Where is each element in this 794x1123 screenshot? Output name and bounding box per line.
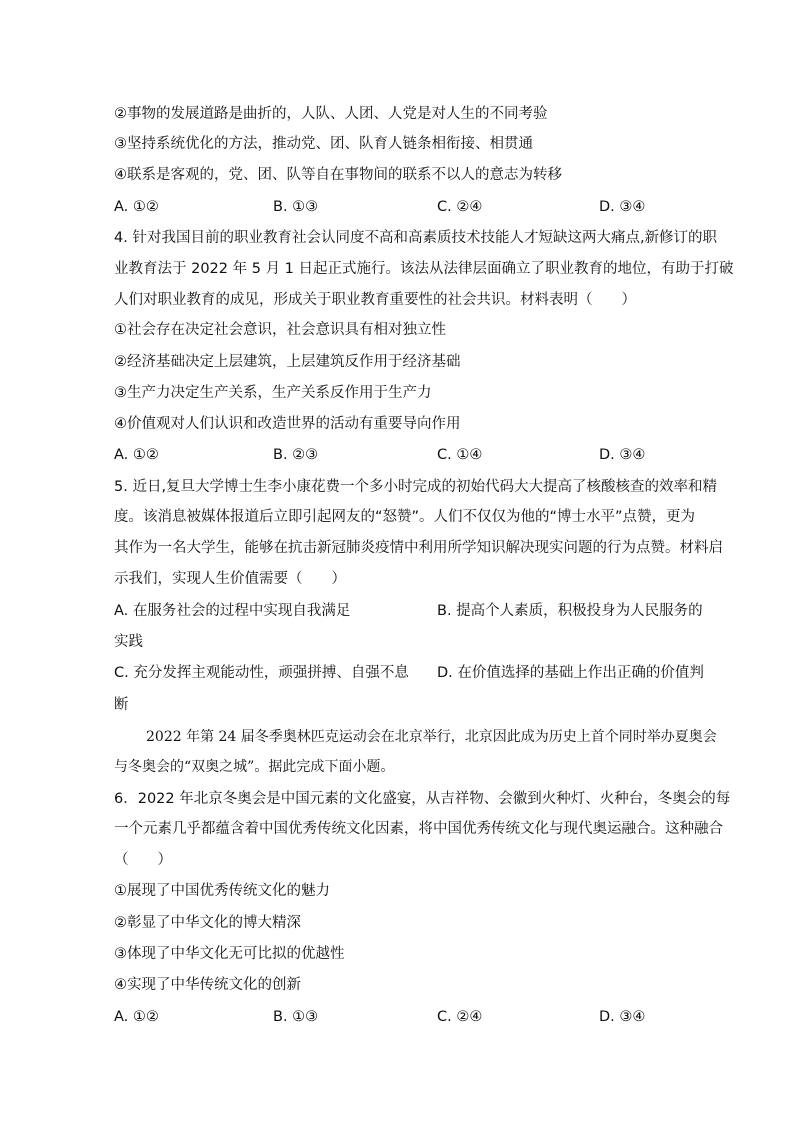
- q4-option-d: D. ③④: [599, 447, 646, 463]
- q6-option-c: C. ②④: [437, 1009, 483, 1025]
- q4-statement-4: ④价值观对人们认识和改造世界的活动有重要导向作用: [114, 416, 461, 432]
- q4-stem-line-3: 人们对职业教育的成见，形成关于职业教育重要性的社会共识。材料表明（ ）: [114, 292, 636, 308]
- q6-statement-2: ②彰显了中华文化的博大精深: [114, 915, 301, 931]
- q4-option-a: A. ①②: [114, 447, 159, 463]
- q4-statement-2: ②经济基础决定上层建筑，上层建筑反作用于经济基础: [114, 354, 461, 370]
- q3-option-a: A. ①②: [114, 199, 159, 215]
- q5-option-a: A. 在服务社会的过程中实现自我满足: [114, 603, 351, 619]
- q4-stem-line-1: 4. 针对我国目前的职业教育社会认同度不高和高素质技术技能人才短缺这两大痛点,新修订的职: [114, 230, 718, 246]
- q6-statement-3: ③体现了中华文化无可比拟的优越性: [114, 946, 345, 962]
- q4-option-c: C. ①④: [437, 447, 483, 463]
- q5-option-b-continued: 实践: [114, 634, 143, 650]
- q5-option-c: C. 充分发挥主观能动性，顽强拼搏、自强不息: [114, 665, 409, 681]
- q6-option-d: D. ③④: [599, 1009, 646, 1025]
- q6-stem-line-1: 6．2022 年北京冬奥会是中国元素的文化盛宴，从吉祥物、会徽到火种灯、火种台，冬奥会的每: [114, 791, 731, 807]
- q3-statement-4: ④联系是客观的，党、团、队等自在事物间的联系不以人的意志为转移: [114, 167, 562, 183]
- q6-statement-1: ①展现了中国优秀传统文化的魅力: [114, 883, 330, 899]
- q3-option-b: B. ①③: [273, 199, 319, 215]
- q5-option-d: D. 在价值选择的基础上作出正确的价值判: [437, 665, 704, 681]
- q3-statement-3: ③坚持系统优化的方法，推动党、团、队育人链条相衔接、相贯通: [114, 136, 533, 152]
- q6-option-a: A. ①②: [114, 1009, 159, 1025]
- q4-stem-line-2: 业教育法于 2022 年 5 月 1 日起正式施行。该法从法律层面确立了职业教育的地位，有助于打破: [114, 261, 734, 277]
- q5-stem-line-3: 其作为一名大学生，能够在抗击新冠肺炎疫情中利用所学知识解决现实问题的行为点赞。材料启: [114, 540, 723, 556]
- q6-stem-line-2: 一个元素几乎都蕴含着中国优秀传统文化因素，将中国优秀传统文化与现代奥运融合。这种融合: [114, 821, 723, 837]
- q5-option-d-continued: 断: [114, 697, 129, 713]
- q6-stem-line-3: （ ）: [114, 852, 172, 868]
- q4-option-b: B. ②③: [273, 447, 319, 463]
- intro-passage-line-1: 2022 年第 24 届冬季奥林匹克运动会在北京举行，北京因此成为历史上首个同时举办夏奥会: [146, 729, 717, 745]
- q3-statement-2: ②事物的发展道路是曲折的，人队、人团、人党是对人生的不同考验: [114, 106, 548, 122]
- q5-stem-line-4: 示我们，实现人生价值需要（ ）: [114, 571, 346, 587]
- q6-statement-4: ④实现了中华传统文化的创新: [114, 977, 301, 993]
- q6-option-b: B. ①③: [273, 1009, 319, 1025]
- q5-stem-line-1: 5. 近日,复旦大学博士生李小康花费一个多小时完成的初始代码大大提高了核酸核查的效率和精: [114, 479, 718, 495]
- q5-option-b: B. 提高个人素质，积极投身为人民服务的: [437, 603, 703, 619]
- intro-passage-line-2: 与冬奥会的“双奥之城”。据此完成下面小题。: [114, 759, 395, 775]
- q4-statement-1: ①社会存在决定社会意识，社会意识具有相对独立性: [114, 322, 446, 338]
- q5-stem-line-2: 度。该消息被媒体报道后立即引起网友的“怒赞”。人们不仅仅为他的“博士水平”点赞，更为: [114, 509, 696, 525]
- q3-option-d: D. ③④: [599, 199, 646, 215]
- q4-statement-3: ③生产力决定生产关系，生产关系反作用于生产力: [114, 385, 432, 401]
- q3-option-c: C. ②④: [437, 199, 483, 215]
